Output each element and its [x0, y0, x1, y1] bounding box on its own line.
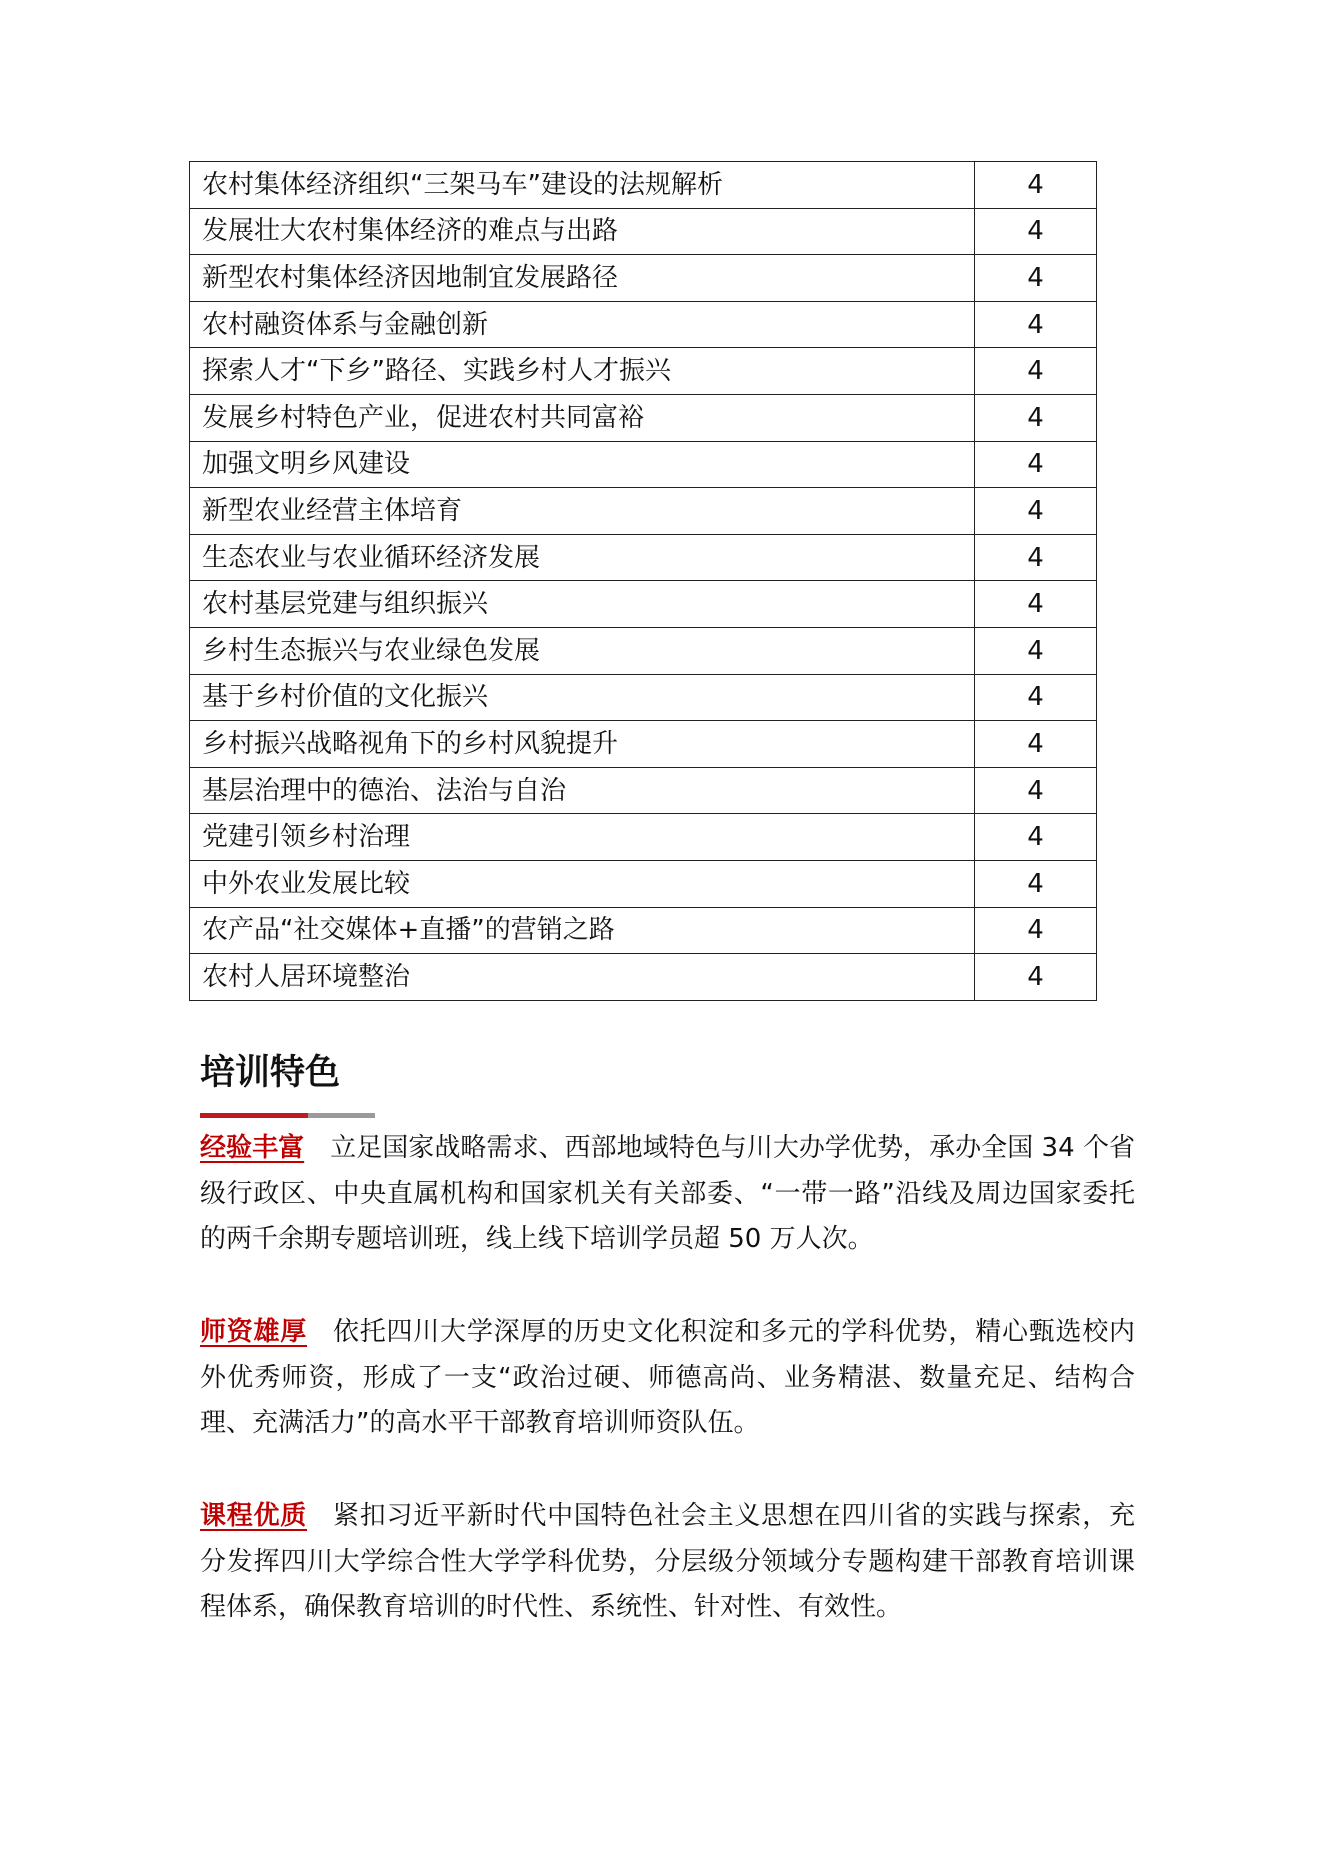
course-name-cell: 党建引领乡村治理: [190, 814, 975, 861]
course-name-cell: 加强文明乡风建设: [190, 441, 975, 488]
table-row: [190, 534, 1097, 581]
table-row: [190, 674, 1097, 721]
course-name-cell: 乡村生态振兴与农业绿色发展: [190, 627, 975, 674]
table-row: [190, 441, 1097, 488]
table-row: [190, 767, 1097, 814]
course-hours-cell: 4: [975, 954, 1097, 1001]
course-hours-cell: 4: [975, 860, 1097, 907]
course-hours-cell: 4: [975, 441, 1097, 488]
course-table: [189, 161, 1097, 1001]
feature-text: 紧扣习近平新时代中国特色社会主义思想在四川省的实践与探索，充分发挥四川大学综合性大学学科优势，分层级分领域分专题构建干部教育培训课程体系，确保教育培训的时代性、系统性、针对性、有效性。: [200, 1501, 1135, 1622]
feature-text: 立足国家战略需求、西部地域特色与川大办学优势，承办全国 34 个省级行政区、中央直属机构和国家机关有关部委、“一带一路”沿线及周边国家委托的两千余期专题培训班，线上线下培训学员超 50 万人次。: [200, 1133, 1135, 1254]
course-name-cell: 农村融资体系与金融创新: [190, 301, 975, 348]
underline-gray-segment: [308, 1113, 375, 1118]
course-name-cell: 基层治理中的德治、法治与自治: [190, 767, 975, 814]
table-row: [190, 348, 1097, 395]
course-name-cell: 新型农业经营主体培育: [190, 488, 975, 535]
section-title-underline: [200, 1113, 375, 1118]
course-hours-cell: 4: [975, 394, 1097, 441]
course-table-body: [190, 162, 1097, 1001]
table-row: [190, 721, 1097, 768]
course-name-cell: 生态农业与农业循环经济发展: [190, 534, 975, 581]
course-hours-cell: 4: [975, 488, 1097, 535]
course-name-cell: 新型农村集体经济因地制宜发展路径: [190, 255, 975, 302]
feature-heading: 师资雄厚: [200, 1317, 308, 1347]
table-row: [190, 162, 1097, 209]
course-hours-cell: 4: [975, 627, 1097, 674]
course-hours-cell: 4: [975, 767, 1097, 814]
section-title: 培训特色: [200, 1053, 341, 1093]
underline-red-segment: [200, 1113, 308, 1118]
course-name-cell: 基于乡村价值的文化振兴: [190, 674, 975, 721]
feature-paragraph-courses: [200, 1494, 1135, 1631]
table-row: [190, 954, 1097, 1001]
feature-heading: 经验丰富: [200, 1133, 305, 1163]
course-hours-cell: 4: [975, 674, 1097, 721]
feature-text: 依托四川大学深厚的历史文化积淀和多元的学科优势，精心甄选校内外优秀师资，形成了一支“政治过硬、师德高尚、业务精湛、数量充足、结构合理、充满活力”的高水平干部教育培训师资队伍。: [200, 1317, 1135, 1438]
table-row: [190, 907, 1097, 954]
table-row: [190, 488, 1097, 535]
table-row: [190, 814, 1097, 861]
course-hours-cell: 4: [975, 581, 1097, 628]
feature-paragraph-experience: [200, 1126, 1135, 1263]
course-name-cell: 农村集体经济组织“三架马车”建设的法规解析: [190, 162, 975, 209]
course-name-cell: 探索人才“下乡”路径、实践乡村人才振兴: [190, 348, 975, 395]
course-name-cell: 发展乡村特色产业，促进农村共同富裕: [190, 394, 975, 441]
course-name-cell: 发展壮大农村集体经济的难点与出路: [190, 208, 975, 255]
course-hours-cell: 4: [975, 301, 1097, 348]
course-name-cell: 农产品“社交媒体+直播”的营销之路: [190, 907, 975, 954]
feature-paragraph-faculty: [200, 1310, 1135, 1447]
course-hours-cell: 4: [975, 814, 1097, 861]
feature-heading: 课程优质: [200, 1501, 308, 1531]
course-hours-cell: 4: [975, 348, 1097, 395]
course-hours-cell: 4: [975, 162, 1097, 209]
course-hours-cell: 4: [975, 721, 1097, 768]
course-hours-cell: 4: [975, 534, 1097, 581]
course-hours-cell: 4: [975, 208, 1097, 255]
table-row: [190, 394, 1097, 441]
table-row: [190, 627, 1097, 674]
table-row: [190, 208, 1097, 255]
table-row: [190, 255, 1097, 302]
course-name-cell: 乡村振兴战略视角下的乡村风貌提升: [190, 721, 975, 768]
course-hours-cell: 4: [975, 255, 1097, 302]
table-row: [190, 581, 1097, 628]
table-row: [190, 860, 1097, 907]
course-hours-cell: 4: [975, 907, 1097, 954]
course-name-cell: 农村基层党建与组织振兴: [190, 581, 975, 628]
course-name-cell: 中外农业发展比较: [190, 860, 975, 907]
table-row: [190, 301, 1097, 348]
course-name-cell: 农村人居环境整治: [190, 954, 975, 1001]
